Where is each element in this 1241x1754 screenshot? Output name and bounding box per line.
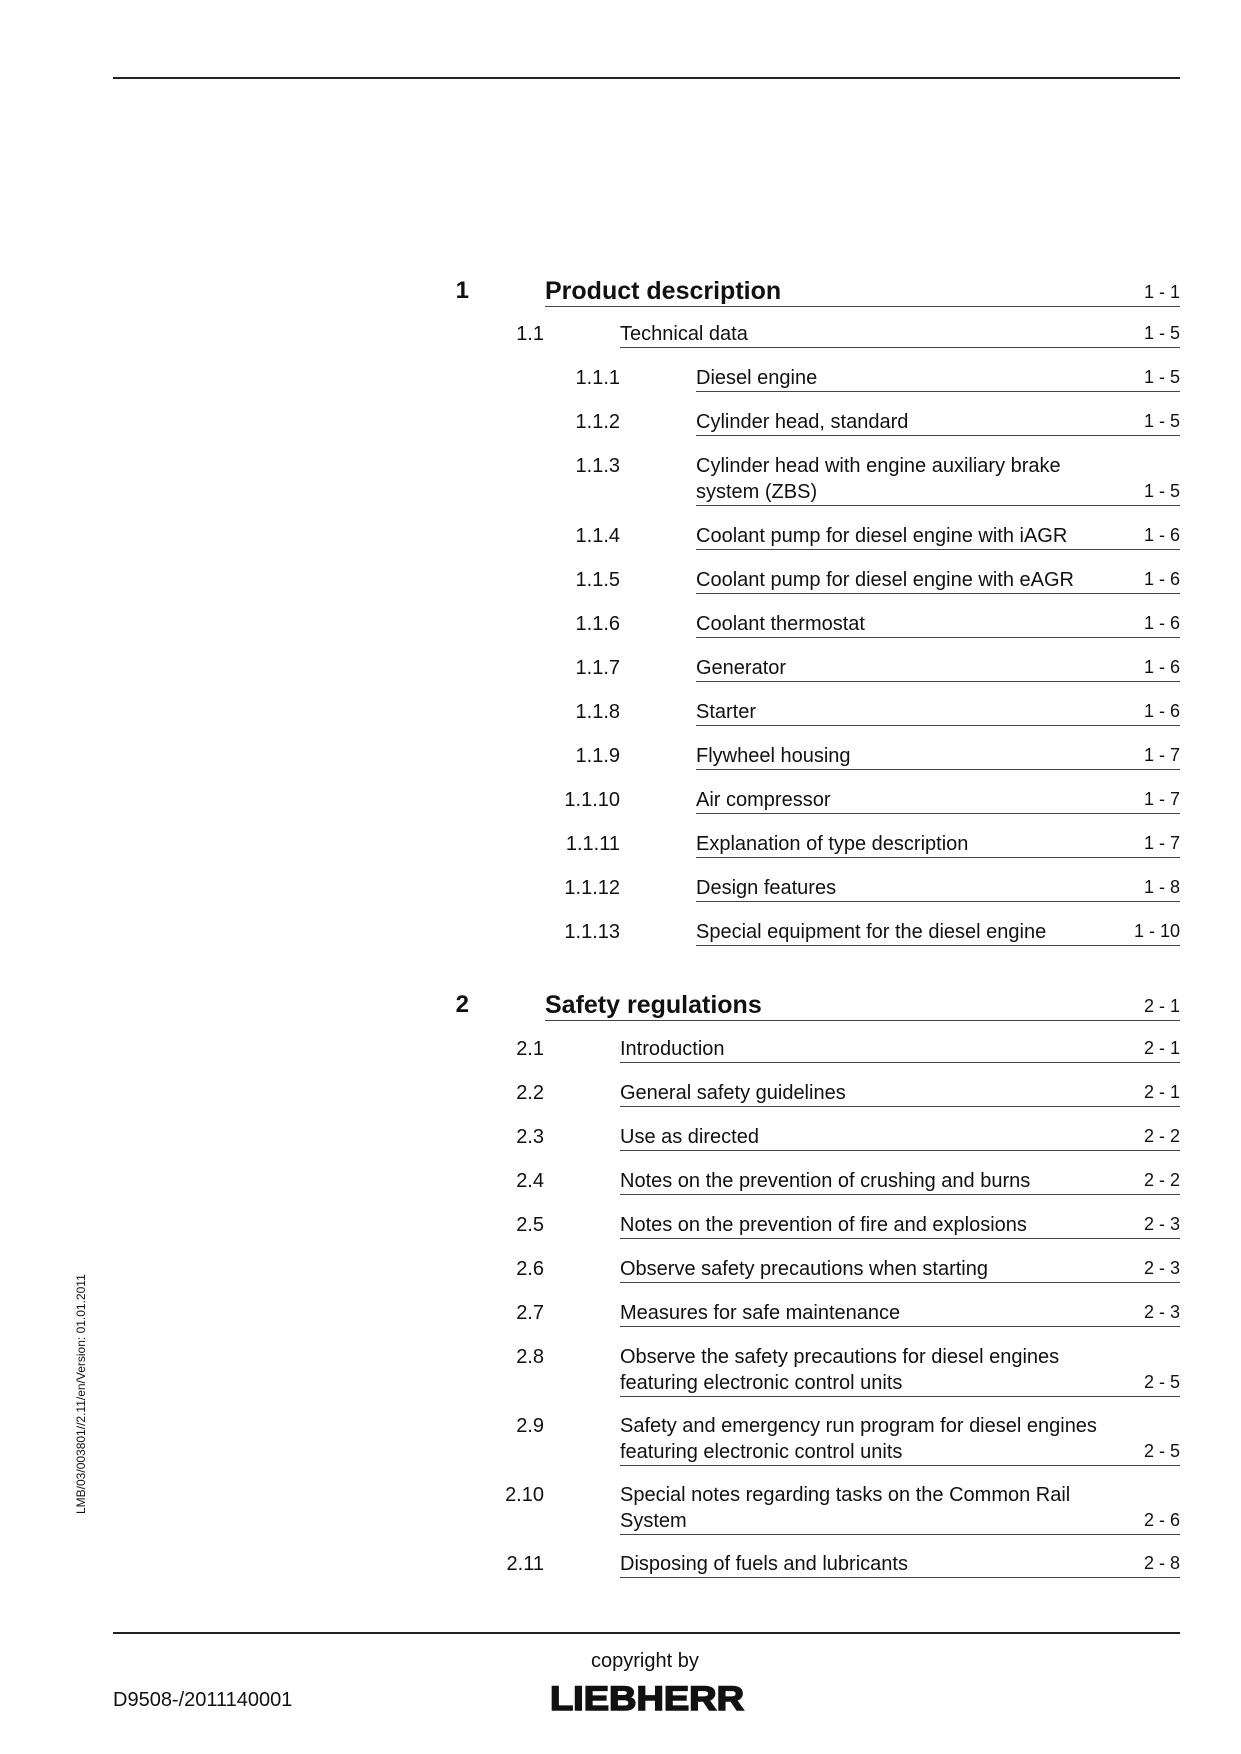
toc-entry-title: Coolant pump for diesel engine with iAGR <box>696 525 1068 547</box>
copyright-text: copyright by <box>591 1650 699 1672</box>
toc-entry-page: 2 - 1 <box>1143 1038 1180 1058</box>
toc-entry-title: Notes on the prevention of fire and explosions <box>620 1214 1027 1236</box>
toc-entry-line <box>620 1036 1180 1063</box>
toc-entry-number: 2.11 <box>506 1553 544 1575</box>
toc-entry-title: Safety and emergency run program for diesel engines featuring electronic control units <box>620 1415 1097 1463</box>
toc-entry-page: 1 - 6 <box>1143 525 1180 545</box>
toc-entry-page: 2 - 3 <box>1143 1302 1180 1322</box>
toc-entry-line <box>620 1482 1180 1535</box>
toc-entry-number: 1.1.11 <box>565 833 620 855</box>
toc-entry-title: Cylinder head with engine auxiliary brake system (ZBS) <box>696 455 1061 503</box>
toc-entry-page: 1 - 6 <box>1143 701 1180 721</box>
toc-entry-page: 1 - 1 <box>1143 282 1180 302</box>
toc-entry-number: 1.1.13 <box>564 921 620 943</box>
toc-entry-title: Flywheel housing <box>696 745 851 767</box>
toc-entry-line <box>620 1413 1180 1466</box>
toc-entry-page: 1 - 8 <box>1143 877 1180 897</box>
toc-entry-page: 2 - 6 <box>1143 1510 1180 1530</box>
toc-entry-number: 1.1.5 <box>575 569 620 591</box>
toc-entry-page: 1 - 6 <box>1143 613 1180 633</box>
toc-entry-title: Use as directed <box>620 1126 759 1148</box>
toc-entry-page: 2 - 8 <box>1143 1553 1180 1573</box>
toc-entry-title: Measures for safe maintenance <box>620 1302 901 1324</box>
toc-entry-number: 2.2 <box>516 1082 544 1104</box>
toc-entry-line <box>620 1551 1180 1578</box>
toc-entry-line <box>620 1080 1180 1107</box>
toc-entry-number: 2.5 <box>516 1214 544 1236</box>
toc-entry-line <box>696 787 1180 814</box>
liebherr-logo <box>549 1681 745 1715</box>
toc-entry-title: Observe the safety precautions for diesel engines featuring electronic control units <box>620 1346 1060 1394</box>
toc-entry-number: 1.1.3 <box>575 455 620 477</box>
toc-entry-title: Safety regulations <box>545 991 762 1019</box>
toc-entry-line <box>696 365 1180 392</box>
toc-entry-title: General safety guidelines <box>620 1082 846 1104</box>
toc-entry-number: 1.1 <box>516 323 544 345</box>
toc-entry-number: 1.1.10 <box>564 789 620 811</box>
toc-entry-line <box>620 1300 1180 1327</box>
toc-entry-line <box>696 567 1180 594</box>
toc-entry-line <box>696 611 1180 638</box>
toc-entry-line <box>620 321 1180 348</box>
toc-entry-number: 2.1 <box>516 1038 544 1060</box>
footer-rule <box>113 1632 1180 1634</box>
toc-entry-page: 1 - 6 <box>1143 569 1180 589</box>
toc-entry-title: Cylinder head, standard <box>696 411 909 433</box>
toc-entry-number: 1.1.9 <box>575 745 620 767</box>
toc-entry-number: 2.6 <box>516 1258 544 1280</box>
toc-entry-page: 2 - 5 <box>1143 1372 1180 1392</box>
toc-entry-line <box>696 655 1180 682</box>
toc-entry-title: Generator <box>696 657 787 679</box>
toc-entry-number: 1.1.12 <box>564 877 620 899</box>
toc-entry-title: Disposing of fuels and lubricants <box>620 1553 908 1575</box>
toc-entry-line <box>696 453 1180 506</box>
version-label: LMB/03/003801//2.11/en/Version: 01.01.2011 <box>74 1274 88 1514</box>
toc-entry-title: Introduction <box>620 1038 725 1060</box>
toc-entry-page: 2 - 2 <box>1143 1126 1180 1146</box>
toc-entry-line <box>545 276 1180 307</box>
toc-entry-title: Starter <box>696 701 757 723</box>
toc-entry-title: Design features <box>696 877 837 899</box>
document-id: D9508-/2011140001 <box>113 1689 293 1711</box>
toc-entry-number: 1.1.8 <box>575 701 620 723</box>
toc-entry-page: 1 - 5 <box>1143 481 1180 501</box>
toc-entry-number: 2.4 <box>516 1170 544 1192</box>
toc-entry-page: 1 - 5 <box>1143 323 1180 343</box>
toc-entry-number: 2.10 <box>505 1484 544 1506</box>
toc-entry-title: Technical data <box>620 323 748 345</box>
toc-entry-page: 1 - 5 <box>1143 411 1180 431</box>
toc-entry-number: 1.1.2 <box>575 411 620 433</box>
toc-entry-title: Diesel engine <box>696 367 818 389</box>
toc-entry-line <box>696 875 1180 902</box>
toc-entry-line <box>620 1168 1180 1195</box>
toc-entry-line <box>545 990 1180 1021</box>
toc-entry-number: 1.1.4 <box>575 525 620 547</box>
toc-entry-line <box>620 1256 1180 1283</box>
toc-entry-title: Special notes regarding tasks on the Common Rail System <box>620 1484 1071 1532</box>
toc-entry-number: 1.1.7 <box>575 657 620 679</box>
toc-entry-line <box>696 409 1180 436</box>
toc-entry-line <box>696 743 1180 770</box>
toc-entry-number: 2.8 <box>516 1346 544 1368</box>
toc-entry-line <box>620 1212 1180 1239</box>
toc-entry-line <box>696 523 1180 550</box>
toc-entry-number: 1 <box>455 277 469 304</box>
toc-entry-page: 2 - 3 <box>1143 1258 1180 1278</box>
header-rule <box>113 77 1180 79</box>
toc-entry-number: 2 <box>455 991 469 1018</box>
toc-entry-title: Coolant pump for diesel engine with eAGR <box>696 569 1074 591</box>
toc-entry-title: Observe safety precautions when starting <box>620 1258 988 1280</box>
toc-entry-page: 2 - 1 <box>1143 1082 1180 1102</box>
toc-entry-title: Explanation of type description <box>696 833 969 855</box>
toc-entry-title: Notes on the prevention of crushing and burns <box>620 1170 1031 1192</box>
toc-entry-number: 2.9 <box>516 1415 544 1437</box>
toc-entry-page: 2 - 3 <box>1143 1214 1180 1234</box>
toc-entry-line <box>696 699 1180 726</box>
toc-entry-page: 2 - 2 <box>1143 1170 1180 1190</box>
toc-entry-title: Special equipment for the diesel engine <box>696 921 1047 943</box>
toc-entry-page: 1 - 7 <box>1143 789 1180 809</box>
toc-entry-page: 1 - 10 <box>1133 921 1180 941</box>
toc-entry-page: 1 - 7 <box>1143 833 1180 853</box>
toc-entry-number: 2.3 <box>516 1126 544 1148</box>
toc-entry-line <box>696 919 1180 946</box>
toc-entry-number: 2.7 <box>516 1302 544 1324</box>
toc-entry-line <box>620 1344 1180 1397</box>
toc-entry-line <box>696 831 1180 858</box>
toc-entry-line <box>620 1124 1180 1151</box>
logo-wordmark: LIEBHERR <box>550 1681 744 1715</box>
toc-entry-title: Air compressor <box>696 789 831 811</box>
toc-entry-number: 1.1.6 <box>575 613 620 635</box>
toc-entry-page: 1 - 5 <box>1143 367 1180 387</box>
toc-entry-number: 1.1.1 <box>575 367 620 389</box>
toc-entry-page: 1 - 6 <box>1143 657 1180 677</box>
toc-entry-title: Coolant thermostat <box>696 613 865 635</box>
toc-entry-page: 1 - 7 <box>1143 745 1180 765</box>
toc-entry-page: 2 - 1 <box>1143 996 1180 1016</box>
toc-entry-page: 2 - 5 <box>1143 1441 1180 1461</box>
toc-entry-title: Product description <box>545 277 782 305</box>
